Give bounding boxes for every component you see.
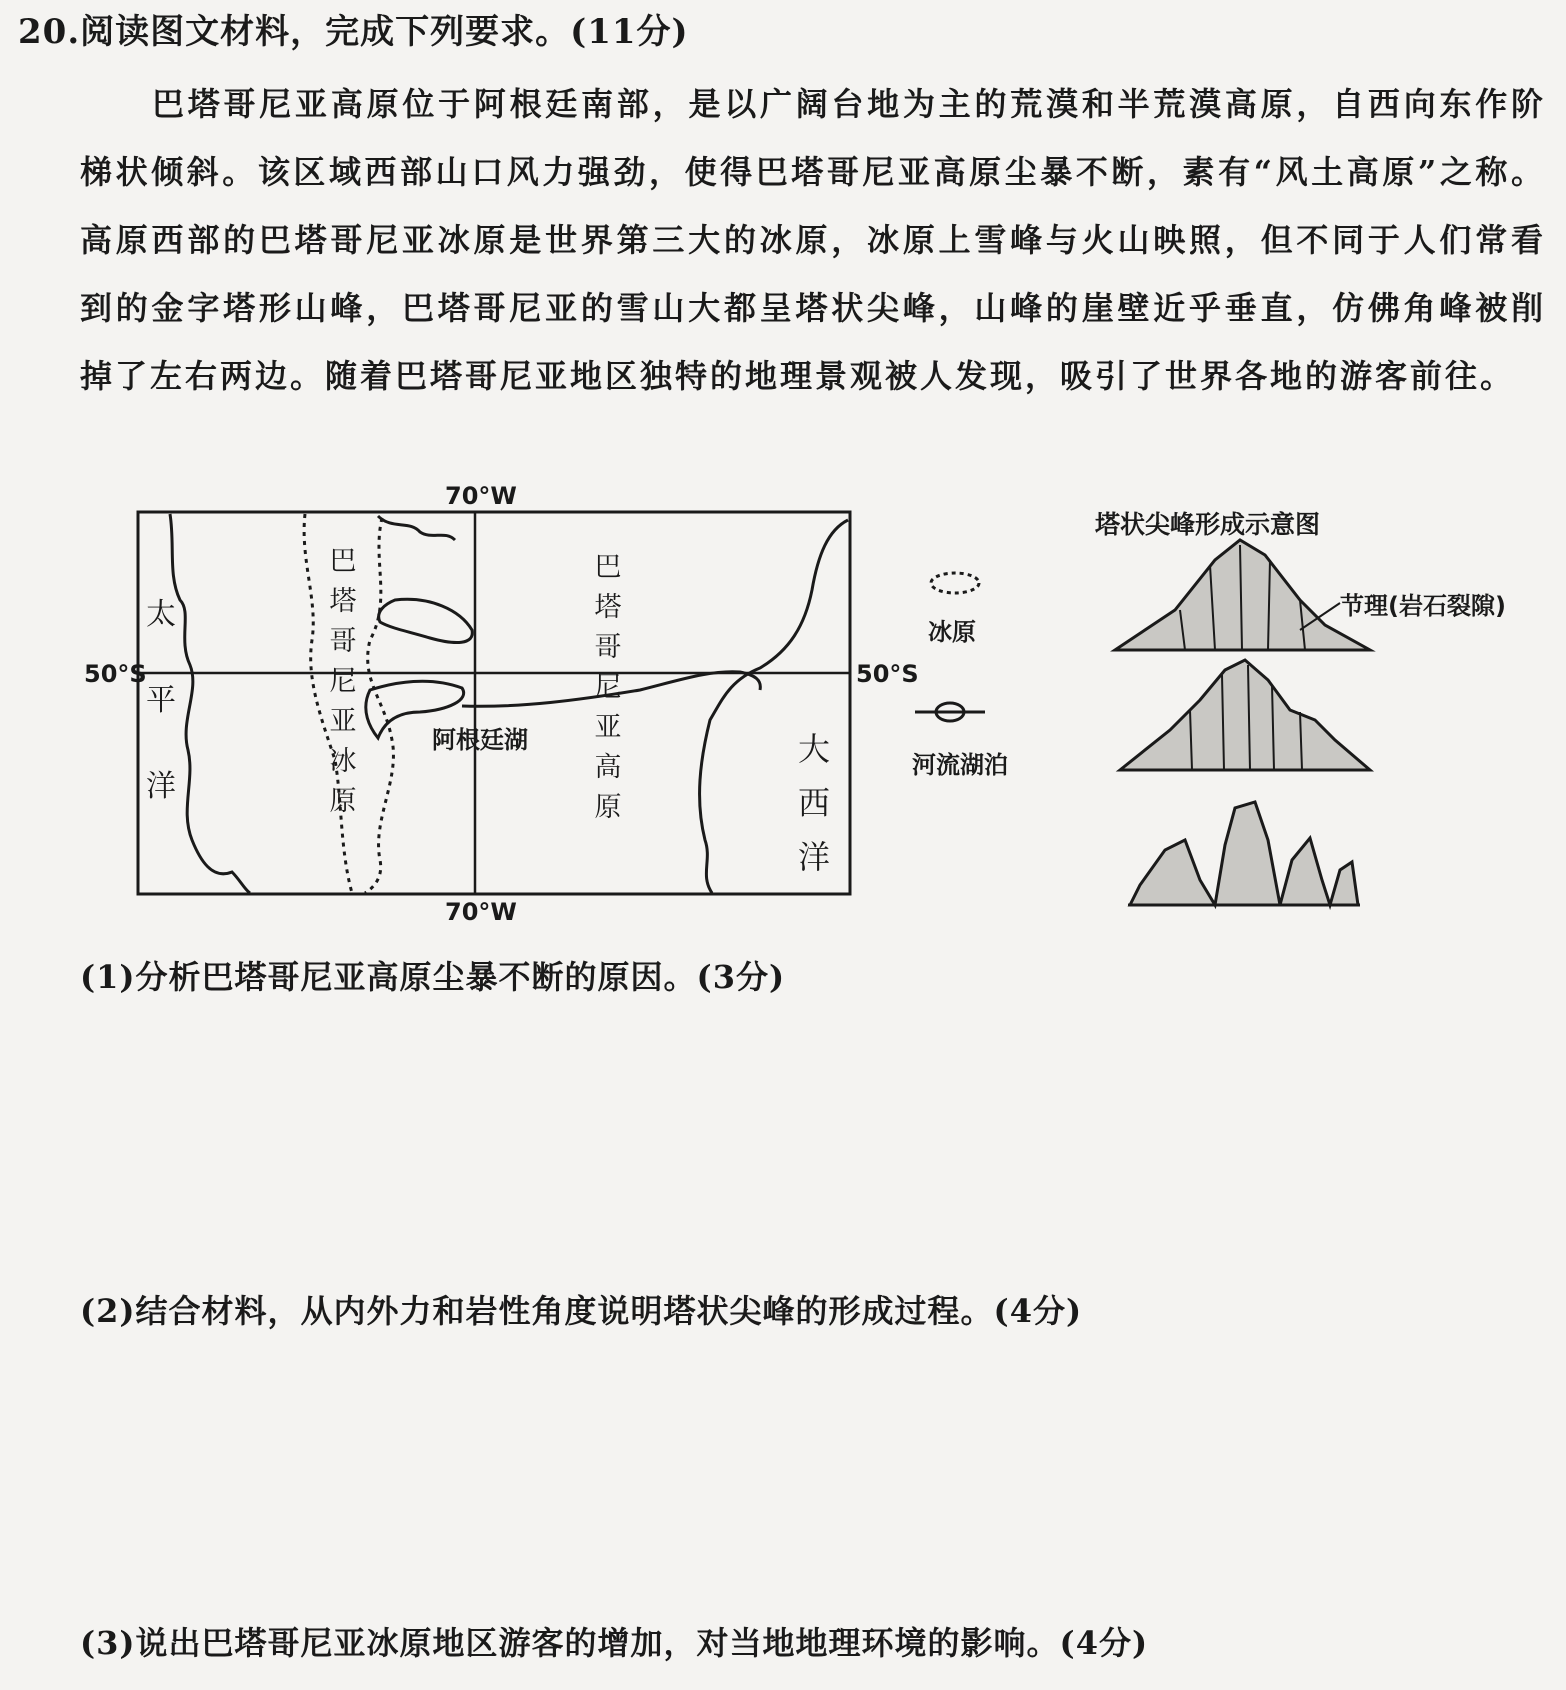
sub-question-1: (1)分析巴塔哥尼亚高原尘暴不断的原因。(3分) [80, 958, 786, 996]
lake-label: 阿根廷湖 [432, 726, 528, 754]
joint-label: 节理(岩石裂隙) [1340, 592, 1506, 620]
peak-diagram-title: 塔状尖峰形成示意图 [1095, 510, 1321, 539]
map-lon-bottom: 70°W [445, 898, 517, 926]
question-passage: 巴塔哥尼亚高原位于阿根廷南部，是以广阔台地为主的荒漠和半荒漠高原，自西向东作阶梯状倾斜。该区域西部山口风力强劲，使得巴塔哥尼亚高原尘暴不断，素有“风土高原”之称。高原西部的巴塔哥尼亚冰原是世界第三大的冰原，冰原上雪峰与火山映照，但不同于人们常看到的金字塔形山峰，巴塔哥尼亚的雪山大都呈塔状尖峰，山峰的崖壁近乎垂直，仿佛角峰被削掉了左右两边。随着巴塔哥尼亚地区独特的地理景观被人发现，吸引了世界各地的游客前往。 [80, 85, 1546, 395]
peak-diagram-3 [1130, 802, 1358, 905]
plateau-label: 巴塔哥尼亚高原 [594, 552, 622, 823]
map-lon-top: 70°W [445, 482, 517, 510]
question-title: 20.阅读图文材料，完成下列要求。(11分) [18, 12, 689, 52]
map-lat-left: 50°S [84, 660, 147, 688]
icefield-label: 巴塔哥尼亚冰原 [329, 546, 357, 817]
peak-diagram-2 [1120, 660, 1370, 770]
icefield-boundary-east [365, 518, 393, 893]
legend-river-lake-label: 河流湖泊 [912, 751, 1008, 779]
map-lat-right: 50°S [856, 660, 919, 688]
northern-lake [379, 599, 473, 642]
sub-question-3: (3)说出巴塔哥尼亚冰原地区游客的增加，对当地地理环境的影响。(4分) [80, 1624, 1149, 1662]
legend-icefield-label: 冰原 [928, 618, 976, 646]
map-frame [138, 512, 850, 894]
sub-question-2: (2)结合材料，从内外力和岩性角度说明塔状尖峰的形成过程。(4分) [80, 1292, 1083, 1330]
upper-river [378, 516, 455, 540]
legend-icefield-symbol [931, 573, 979, 593]
atlantic-label: 大西洋 [798, 730, 831, 876]
pacific-coastline [170, 514, 250, 893]
pacific-label: 太平洋 [146, 597, 176, 804]
